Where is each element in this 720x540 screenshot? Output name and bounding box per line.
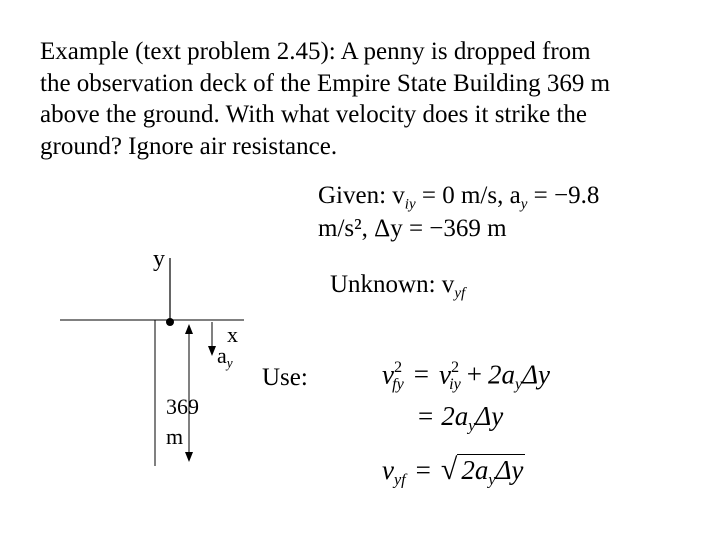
height-unit: m [166, 424, 184, 449]
radicand: $2a_y\Delta y$ [457, 454, 525, 490]
problem-line-1: Example (text problem 2.45): A penny is dropped from [40, 38, 591, 65]
given-line-1: Given: $v_{iy} = 0$ m/s, $a_y = -9.8$ [318, 182, 600, 213]
kinematic-equation-2: = $2a_y\Delta y$ [418, 401, 504, 435]
height-arrowhead-top [185, 324, 193, 334]
problem-line-4: ground? Ignore air resistance. [40, 132, 338, 160]
use-label: Use: [262, 364, 308, 391]
given-line-2: m/s², Δy = −369 m [318, 215, 507, 242]
problem-line-3: above the ground. With what velocity does it strike the [40, 101, 588, 128]
acceleration-label: $a_y$ [217, 343, 233, 371]
square-root-icon: √ [440, 453, 458, 486]
y-axis-label: y [153, 246, 165, 272]
penny-dot [166, 318, 174, 326]
height-value: 369 [166, 394, 199, 419]
problem-line-2: the observation deck of the Empire State Building 369 m [40, 69, 611, 97]
unknown-label: Unknown: $v_{yf}$ [330, 271, 466, 302]
kinematic-equation-1: $v^2_{fy} = v^2_{iy} + 2a_y\Delta y$ [382, 358, 551, 393]
acceleration-arrowhead [208, 346, 216, 356]
kinematic-equation-3: $v_{yf}$ = √ $2a_y\Delta y$ [382, 453, 524, 489]
x-axis-label: x [227, 322, 238, 347]
height-arrowhead-bottom [185, 452, 193, 462]
